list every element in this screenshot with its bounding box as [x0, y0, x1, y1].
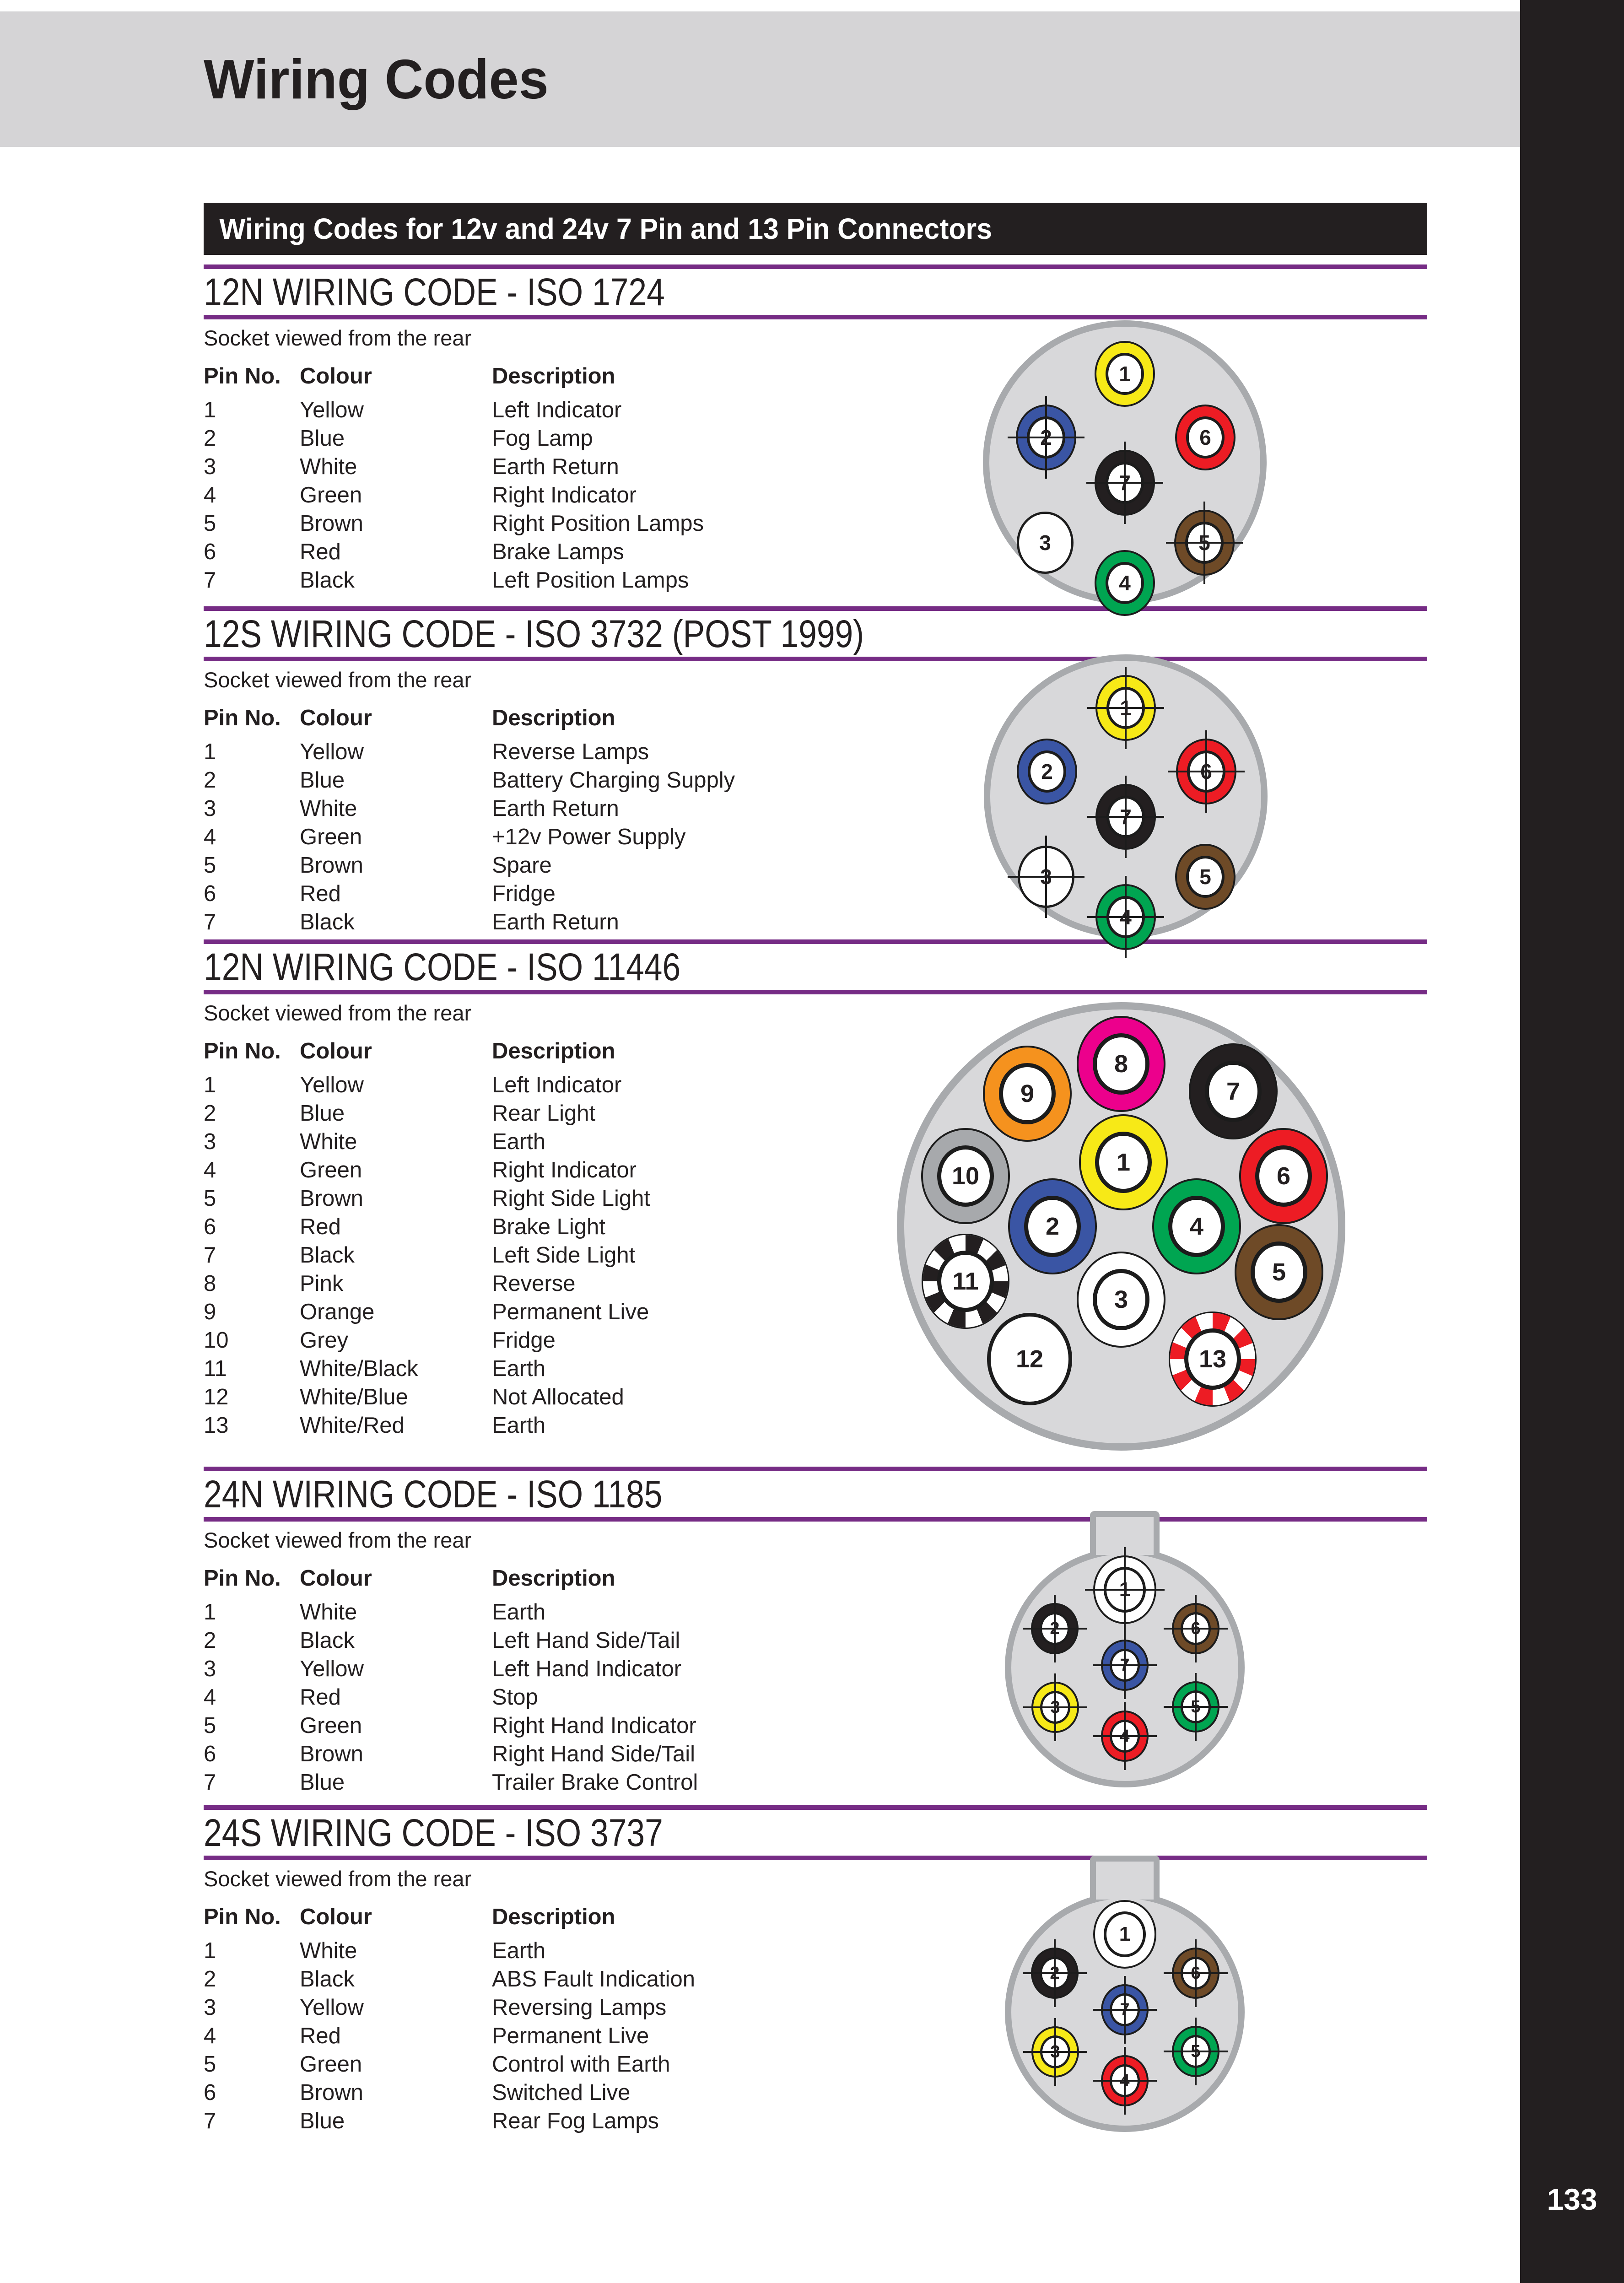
pin-3	[1079, 1253, 1164, 1346]
col-header-colour: Colour	[300, 364, 372, 389]
pin-13	[1170, 1313, 1255, 1405]
pin-no-cell: 3	[204, 1995, 216, 2020]
pin-no-cell: 12	[204, 1385, 229, 1409]
colour-cell: Green	[300, 1713, 362, 1738]
colour-cell: Yellow	[300, 1073, 364, 1097]
description-cell: Right Position Lamps	[492, 511, 704, 536]
wiring-section	[204, 939, 1427, 1467]
colour-cell: White/Red	[300, 1413, 405, 1438]
pin-no-cell: 4	[204, 825, 216, 849]
pin-no-cell: 1	[204, 1600, 216, 1625]
colour-cell: Blue	[300, 426, 345, 451]
wiring-section	[204, 1805, 1427, 2137]
colour-cell: Black	[300, 568, 355, 593]
pin-4	[1103, 2057, 1147, 2105]
pin-number: 5	[1191, 1697, 1201, 1716]
description-cell: Battery Charging Supply	[492, 768, 735, 793]
description-cell: Spare	[492, 853, 552, 878]
page-number: 133	[1547, 2182, 1597, 2216]
title-bar	[204, 203, 1427, 255]
socket-view-note: Socket viewed from the rear	[204, 1001, 472, 1025]
page-header-banner	[0, 11, 1520, 147]
pin-number: 3	[1050, 2042, 1060, 2062]
description-cell: Earth	[492, 1938, 546, 1963]
pin-number: 4	[1120, 905, 1132, 929]
pin-number: 13	[1198, 1345, 1227, 1373]
pin-5	[1177, 846, 1234, 908]
description-cell: Earth	[492, 1413, 546, 1438]
pin-number: 5	[1198, 531, 1210, 555]
description-cell: Earth Return	[492, 454, 619, 479]
pin-4	[1154, 1180, 1239, 1273]
pin-number: 5	[1272, 1258, 1286, 1286]
description-cell: Reverse	[492, 1271, 576, 1296]
pin-no-cell: 7	[204, 910, 216, 934]
description-cell: Fog Lamp	[492, 426, 593, 451]
pin-number: 6	[1199, 426, 1211, 449]
description-cell: Brake Lamps	[492, 540, 624, 564]
pin-8	[1079, 1018, 1164, 1110]
pin-10	[923, 1130, 1008, 1222]
wiring-section	[204, 1467, 1427, 1805]
description-cell: Reverse Lamps	[492, 739, 649, 764]
pin-no-cell: 5	[204, 2052, 216, 2077]
pin-no-cell: 1	[204, 1073, 216, 1097]
pin-no-cell: 5	[204, 511, 216, 536]
pin-no-cell: 4	[204, 2024, 216, 2048]
colour-cell: Red	[300, 1685, 341, 1710]
pin-1	[1095, 1557, 1155, 1622]
pin-5	[1236, 1226, 1322, 1318]
colour-cell: Green	[300, 1158, 362, 1182]
pin-number: 2	[1040, 426, 1052, 449]
pin-number: 6	[1276, 1162, 1291, 1190]
description-cell: Earth Return	[492, 796, 619, 821]
description-cell: Trailer Brake Control	[492, 1770, 698, 1795]
description-cell: Right Indicator	[492, 1158, 637, 1182]
description-cell: Left Hand Indicator	[492, 1657, 682, 1681]
description-cell: Right Hand Indicator	[492, 1713, 696, 1738]
pin-3	[1033, 1684, 1077, 1731]
pin-number: 6	[1191, 1963, 1201, 1983]
section-heading: 24S WIRING CODE - ISO 3737	[204, 1811, 663, 1854]
pin-number: 6	[1200, 760, 1212, 783]
colour-cell: White	[300, 796, 357, 821]
pin-no-cell: 2	[204, 1628, 216, 1653]
pin-number: 4	[1189, 1213, 1204, 1240]
pin-no-cell: 7	[204, 1243, 216, 1268]
colour-cell: Green	[300, 483, 362, 507]
pin-number: 4	[1120, 2071, 1130, 2090]
colour-cell: Yellow	[300, 398, 364, 422]
socket-view-note: Socket viewed from the rear	[204, 326, 472, 350]
section-heading: 12N WIRING CODE - ISO 1724	[204, 270, 665, 313]
pin-3	[1018, 846, 1074, 908]
pin-no-cell: 6	[204, 2080, 216, 2105]
col-header-colour: Colour	[300, 1039, 372, 1063]
purple-rule-top	[204, 606, 1427, 611]
pin-no-cell: 1	[204, 1938, 216, 1963]
description-cell: Earth	[492, 1600, 546, 1625]
colour-cell: Red	[300, 540, 341, 564]
description-cell: +12v Power Supply	[492, 825, 686, 849]
pin-no-cell: 7	[204, 568, 216, 593]
pin-no-cell: 1	[204, 739, 216, 764]
socket-view-note: Socket viewed from the rear	[204, 668, 472, 692]
colour-cell: Red	[300, 2024, 341, 2048]
pin-3	[1017, 512, 1074, 574]
description-cell: Not Allocated	[492, 1385, 624, 1409]
pin-number: 7	[1120, 1655, 1130, 1675]
pin-number: 4	[1120, 1726, 1130, 1746]
col-header-colour: Colour	[300, 706, 372, 730]
col-header-description: Description	[492, 706, 615, 730]
purple-rule-top	[204, 264, 1427, 269]
purple-rule-top	[204, 1805, 1427, 1810]
col-header-description: Description	[492, 1566, 615, 1591]
colour-cell: Black	[300, 1243, 355, 1268]
pin-no-cell: 11	[204, 1356, 227, 1381]
pin-2	[1018, 406, 1074, 469]
pin-no-cell: 3	[204, 1129, 216, 1154]
connector-diagram	[897, 1002, 1345, 1451]
colour-cell: Red	[300, 881, 341, 906]
pin-6	[1177, 406, 1234, 469]
pin-7	[1096, 452, 1153, 514]
pin-4	[1103, 1712, 1147, 1760]
pin-number: 3	[1040, 865, 1052, 889]
pin-number: 3	[1050, 1697, 1060, 1717]
pin-no-cell: 13	[204, 1413, 229, 1438]
pin-number: 5	[1199, 865, 1211, 889]
pin-5	[1174, 1683, 1218, 1731]
section-heading: 24N WIRING CODE - ISO 1185	[204, 1473, 663, 1516]
colour-cell: Yellow	[300, 1995, 364, 2020]
description-cell: Switched Live	[492, 2080, 631, 2105]
pin-no-cell: 6	[204, 540, 216, 564]
colour-cell: Yellow	[300, 739, 364, 764]
description-cell: Earth	[492, 1356, 546, 1381]
pin-7	[1097, 786, 1154, 848]
pin-no-cell: 5	[204, 1186, 216, 1211]
colour-cell: Yellow	[300, 1657, 364, 1681]
description-cell: Control with Earth	[492, 2052, 670, 2077]
page-title: Wiring Codes	[204, 48, 549, 110]
colour-cell: Green	[300, 2052, 362, 2077]
pin-6	[1174, 1605, 1218, 1652]
description-cell: Stop	[492, 1685, 538, 1710]
connector-diagram	[984, 654, 1268, 938]
col-header-colour: Colour	[300, 1905, 372, 1929]
pin-1	[1097, 677, 1154, 739]
col-header-pin-no: Pin No.	[204, 1905, 281, 1929]
description-cell: Permanent Live	[492, 1300, 649, 1324]
colour-cell: Orange	[300, 1300, 375, 1324]
pin-number: 7	[1120, 805, 1132, 829]
pin-6	[1241, 1130, 1326, 1222]
col-header-pin-no: Pin No.	[204, 706, 281, 730]
colour-cell: White/Blue	[300, 1385, 408, 1409]
pin-number: 4	[1119, 571, 1131, 595]
pin-1	[1096, 343, 1153, 405]
pin-no-cell: 1	[204, 398, 216, 422]
pin-no-cell: 6	[204, 1742, 216, 1766]
colour-cell: Black	[300, 910, 355, 934]
colour-cell: Black	[300, 1628, 355, 1653]
pin-4	[1097, 886, 1154, 948]
description-cell: Earth Return	[492, 910, 619, 934]
pin-no-cell: 6	[204, 1214, 216, 1239]
description-cell: Rear Fog Lamps	[492, 2109, 659, 2133]
col-header-description: Description	[492, 1039, 615, 1063]
title-bar-label: Wiring Codes for 12v and 24v 7 Pin and 13 Pin Connectors	[219, 212, 992, 245]
pin-number: 1	[1116, 1149, 1131, 1176]
description-cell: Right Hand Side/Tail	[492, 1742, 695, 1766]
colour-cell: Brown	[300, 511, 363, 536]
pin-no-cell: 7	[204, 2109, 216, 2133]
description-cell: Right Indicator	[492, 483, 637, 507]
description-cell: Right Side Light	[492, 1186, 650, 1211]
pin-no-cell: 2	[204, 1967, 216, 1992]
colour-cell: White/Black	[300, 1356, 418, 1381]
description-cell: Permanent Live	[492, 2024, 649, 2048]
colour-cell: White	[300, 454, 357, 479]
pin-no-cell: 6	[204, 881, 216, 906]
description-cell: Rear Light	[492, 1101, 596, 1126]
pin-number: 1	[1119, 362, 1131, 386]
colour-cell: Black	[300, 1967, 355, 1992]
pin-1	[1095, 1902, 1155, 1967]
connector-diagram	[1004, 1856, 1246, 2132]
edge-sidebar	[1520, 0, 1624, 2283]
colour-cell: Green	[300, 825, 362, 849]
colour-cell: White	[300, 1129, 357, 1154]
pin-6	[1178, 740, 1235, 803]
pin-number: 11	[952, 1268, 979, 1295]
colour-cell: Pink	[300, 1271, 344, 1296]
colour-cell: Brown	[300, 853, 363, 878]
description-cell: Fridge	[492, 1328, 556, 1353]
pin-number: 1	[1120, 696, 1132, 720]
col-header-pin-no: Pin No.	[204, 1566, 281, 1591]
pin-no-cell: 3	[204, 1657, 216, 1681]
pin-number: 3	[1039, 531, 1051, 555]
purple-rule-top	[204, 939, 1427, 944]
purple-rule-top	[204, 1467, 1427, 1471]
pin-number: 12	[1015, 1345, 1044, 1373]
col-header-description: Description	[492, 364, 615, 389]
pin-5	[1174, 2028, 1218, 2075]
pin-no-cell: 2	[204, 768, 216, 793]
pin-2	[1019, 740, 1075, 803]
pin-number: 1	[1119, 1923, 1131, 1945]
pin-12	[987, 1313, 1072, 1405]
pin-number: 1	[1119, 1578, 1131, 1601]
pin-no-cell: 5	[204, 1713, 216, 1738]
pin-number: 9	[1020, 1080, 1035, 1107]
description-cell: Brake Light	[492, 1214, 605, 1239]
purple-rule-bottom	[204, 315, 1427, 319]
description-cell: Reversing Lamps	[492, 1995, 667, 2020]
main-content	[204, 203, 1427, 2137]
pin-no-cell: 4	[204, 483, 216, 507]
pin-no-cell: 2	[204, 1101, 216, 1126]
pin-5	[1176, 512, 1233, 574]
pin-number: 2	[1041, 760, 1053, 783]
socket-view-note: Socket viewed from the rear	[204, 1867, 472, 1891]
pin-7	[1103, 1986, 1147, 2034]
colour-cell: Grey	[300, 1328, 349, 1353]
pin-4	[1096, 552, 1153, 614]
col-header-pin-no: Pin No.	[204, 1039, 281, 1063]
pin-number: 2	[1050, 1963, 1060, 1983]
pin-no-cell: 10	[204, 1328, 229, 1353]
pin-no-cell: 5	[204, 853, 216, 878]
description-cell: Left Indicator	[492, 398, 622, 422]
description-cell: Fridge	[492, 881, 556, 906]
connector-diagram	[983, 320, 1267, 604]
colour-cell: White	[300, 1938, 357, 1963]
pin-3	[1033, 2028, 1077, 2076]
pin-number: 5	[1191, 2041, 1201, 2061]
pin-number: 2	[1045, 1213, 1060, 1240]
colour-cell: Red	[300, 1214, 341, 1239]
colour-cell: White	[300, 1600, 357, 1625]
pin-no-cell: 9	[204, 1300, 216, 1324]
description-cell: Left Side Light	[492, 1243, 636, 1268]
description-cell: Left Position Lamps	[492, 568, 689, 593]
description-cell: Left Hand Side/Tail	[492, 1628, 680, 1653]
section-heading: 12S WIRING CODE - ISO 3732 (POST 1999)	[204, 612, 864, 655]
pin-no-cell: 2	[204, 426, 216, 451]
colour-cell: Blue	[300, 1770, 345, 1795]
purple-rule-bottom	[204, 990, 1427, 994]
description-cell: ABS Fault Indication	[492, 1967, 695, 1992]
col-header-description: Description	[492, 1905, 615, 1929]
pin-7	[1191, 1045, 1276, 1138]
section-heading: 12N WIRING CODE - ISO 11446	[204, 945, 681, 988]
pin-number: 6	[1191, 1619, 1201, 1638]
colour-cell: Blue	[300, 1101, 345, 1126]
colour-cell: Brown	[300, 1186, 363, 1211]
pin-9	[985, 1047, 1070, 1140]
pin-no-cell: 8	[204, 1271, 216, 1296]
sections-container	[204, 264, 1427, 2137]
pin-2	[1033, 1949, 1077, 1997]
pin-no-cell: 4	[204, 1158, 216, 1182]
connector-diagram	[1004, 1511, 1246, 1787]
pin-number: 8	[1114, 1050, 1128, 1078]
pin-no-cell: 4	[204, 1685, 216, 1710]
colour-cell: Blue	[300, 768, 345, 793]
colour-cell: Brown	[300, 2080, 363, 2105]
wiring-section	[204, 264, 1427, 606]
colour-cell: Brown	[300, 1742, 363, 1766]
pin-number: 2	[1050, 1619, 1060, 1638]
description-cell: Left Indicator	[492, 1073, 622, 1097]
pin-no-cell: 7	[204, 1770, 216, 1795]
col-header-pin-no: Pin No.	[204, 364, 281, 389]
pin-no-cell: 3	[204, 796, 216, 821]
connector-tab	[1090, 1856, 1160, 1900]
pin-no-cell: 3	[204, 454, 216, 479]
pin-2	[1033, 1605, 1077, 1652]
pin-6	[1174, 1949, 1218, 1997]
wiring-section	[204, 606, 1427, 939]
description-cell: Earth	[492, 1129, 546, 1154]
pin-number: 7	[1119, 471, 1131, 495]
pin-number: 10	[951, 1162, 980, 1190]
col-header-colour: Colour	[300, 1566, 372, 1591]
pin-number: 3	[1114, 1286, 1128, 1313]
pin-number: 7	[1120, 2000, 1130, 2019]
pin-7	[1103, 1641, 1147, 1689]
colour-cell: Blue	[300, 2109, 345, 2133]
pin-number: 7	[1226, 1078, 1241, 1105]
socket-view-note: Socket viewed from the rear	[204, 1528, 472, 1552]
